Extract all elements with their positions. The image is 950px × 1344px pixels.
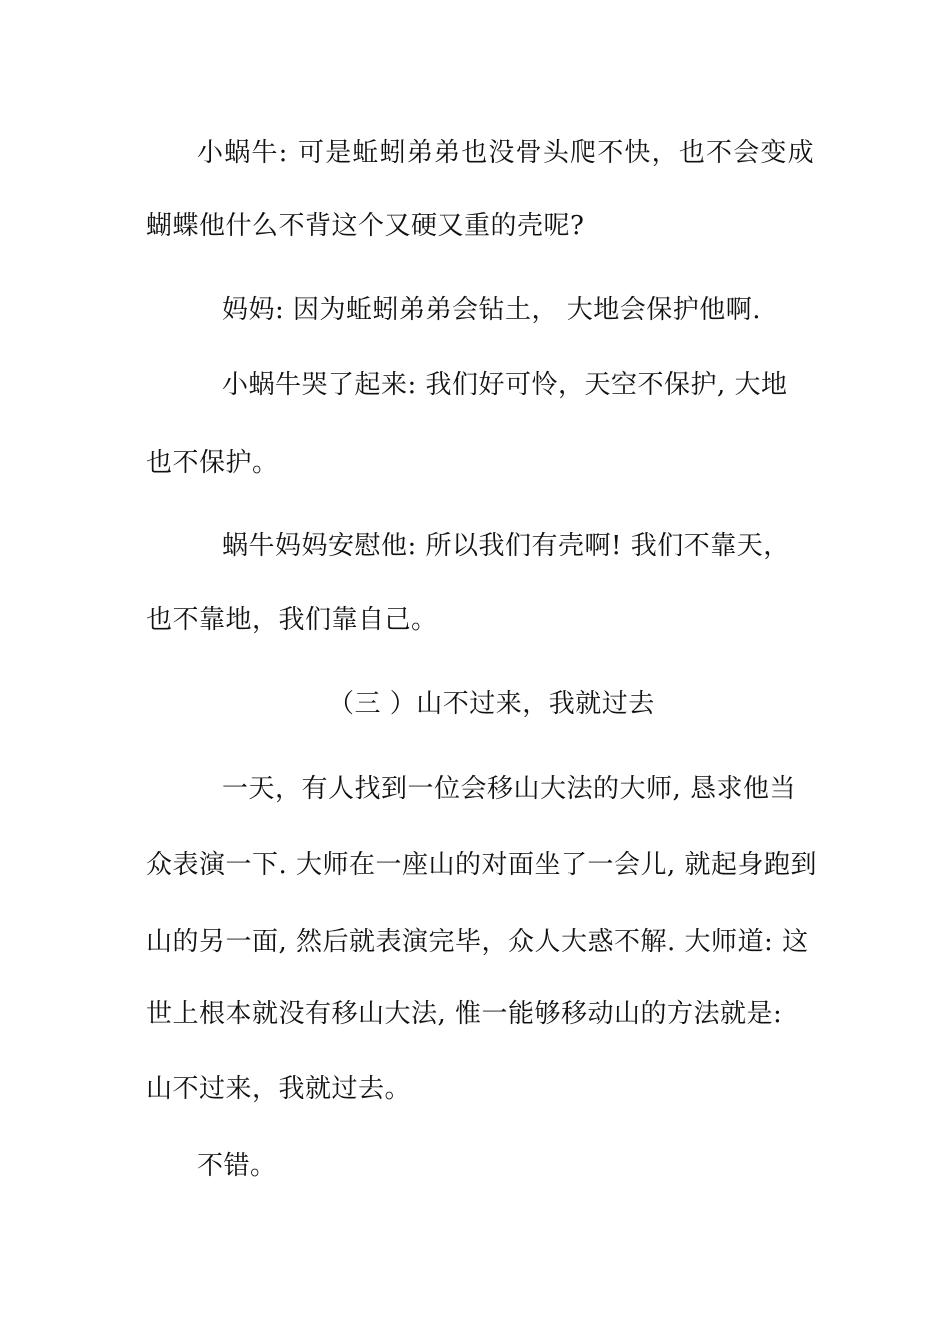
story-paragraph-line: 众表演一下. 大师在一座山的对面坐了一会儿, 就起身跑到 xyxy=(146,850,818,880)
dialogue-line-mother-answer: 妈妈: 因为蚯蚓弟弟会钻土， 大地会保护他啊. xyxy=(222,295,762,325)
story-paragraph-line: 一天，有人找到一位会移山大法的大师, 恳求他当 xyxy=(222,774,797,804)
dialogue-line-mother-comfort-cont: 也不靠地，我们靠自己。 xyxy=(146,605,438,635)
dialogue-line-snail-cry-cont: 也不保护。 xyxy=(146,448,279,478)
closing-remark: 不错。 xyxy=(197,1151,277,1181)
story-paragraph-line: 山不过来，我就过去。 xyxy=(146,1074,412,1104)
dialogue-line-mother-comfort: 蜗牛妈妈安慰他: 所以我们有壳啊! 我们不靠天， xyxy=(222,531,790,561)
dialogue-line-snail-question-cont: 蝴蝶他什么不背这个又硬又重的壳呢? xyxy=(146,211,585,241)
section-heading: （三 ）山不过来，我就过去 xyxy=(328,689,655,719)
story-paragraph-line: 山的另一面, 然后就表演完毕，众人大惑不解. 大师道: 这 xyxy=(146,927,809,957)
story-paragraph-line: 世上根本就没有移山大法, 惟一能够移动山的方法就是: xyxy=(146,999,783,1029)
dialogue-line-snail-cry: 小蜗牛哭了起来: 我们好可怜，天空不保护, 大地 xyxy=(222,370,788,400)
dialogue-line-snail-question: 小蜗牛: 可是蚯蚓弟弟也没骨头爬不快，也不会变成 xyxy=(197,138,815,168)
